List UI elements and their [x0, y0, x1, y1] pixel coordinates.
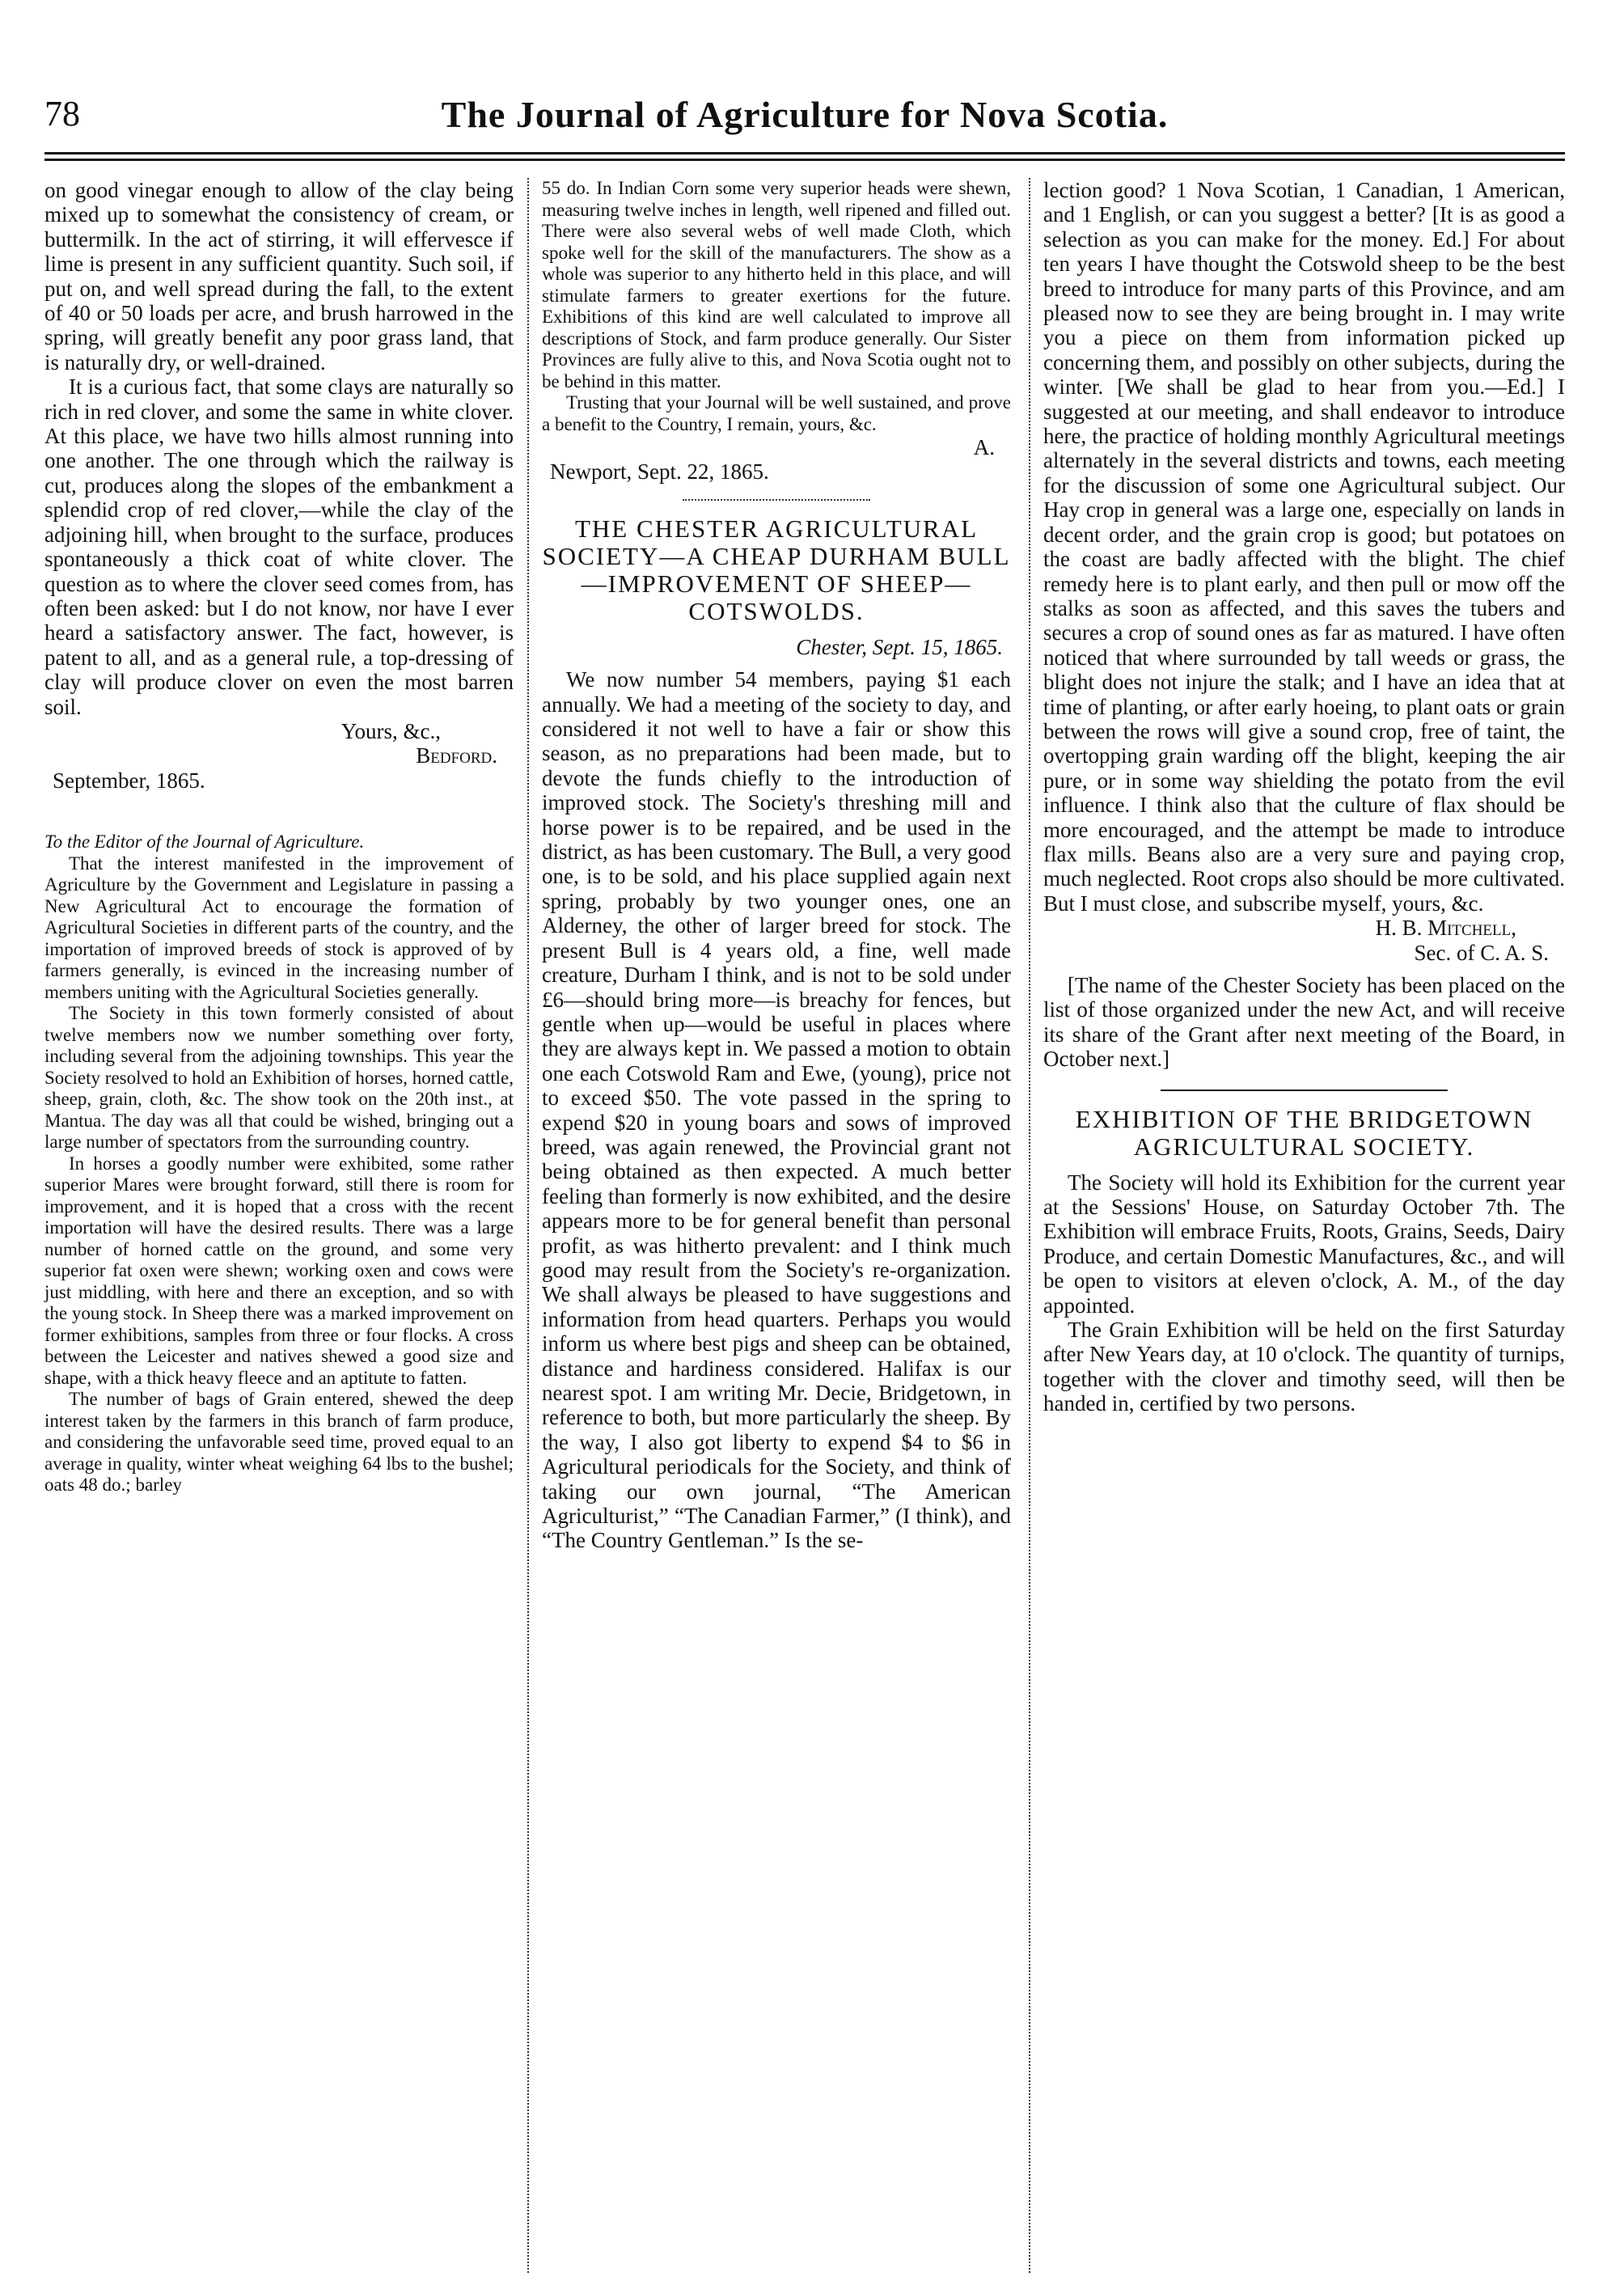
paragraph: The Society in this town formerly consisted of about twelve members now we number something over forty, including several from the adjoining townships. This year the Society resolved to hold an Exhibition of horses, horned cattle, sheep, grain, cloth, &c. The show took on the 20th inst., at Mantua. The day was all that could be wished, bringing out a large number of spectators from the surrounding country. [44, 1003, 514, 1153]
column-divider [527, 178, 529, 2273]
column-left [44, 178, 514, 1496]
paragraph: It is a curious fact, that some clays are naturally so rich in red clover, and some the same in white clover. At this place, we have two hills almost running into one another. The one through which the railway is cut, produces along the slopes of the embankment a splendid crop of red clover,—while the clay of the adjoining hill, when brought to the surface, produces spontaneously a thick coat of white clover. The question as to where the clover seed comes from, has often been asked: but I do not know, nor have I ever heard a satisfactory answer. The fact, however, is patent to all, and as a general rule, a top-dressing of clay will produce clover on even the most barren soil. [44, 374, 514, 719]
paragraph: The number of bags of Grain entered, shewed the deep interest taken by the farmers in this branch of farm produce, and considering the unfavorable seed time, proved equal to an average in quality, winter wheat weighing 64 lbs to the bushel; oats 48 do.; barley [44, 1389, 514, 1496]
paragraph: on good vinegar enough to allow of the clay being mixed up to somewhat the consistency of cream, or buttermilk. In the act of stirring, it will effervesce if lime is present in any sufficient quantity. Such soil, if put on, and well spread during the fall, to the extent of 40 or 50 loads per acre, and brush harrowed in the spring, will greatly benefit any poor grass land, that is naturally dry, or well-drained. [44, 178, 514, 374]
paragraph: lection good? 1 Nova Scotian, 1 Canadian, 1 American, and 1 English, or can you suggest a better? [It is as good a selection as you can make for the money. Ed.] For about ten years I have thought the Cotswold sheep to be the best breed to introduce for many parts of this Province, and am pleased now to see they are being brought in. I may write you a piece on them from information picked up concerning them, and possibly on other subjects, during the winter. [We shall be glad to hear from you.—Ed.] I suggested at our meeting, and shall endeavor to introduce here, the practice of holding monthly Agricultural meetings alternately in the several districts and towns, each meeting for the discussion of some one Agricultural subject. Our Hay crop in general was a large one, especially on lands in decent order, and the grain crop is good; but potatoes on the coast are badly affected with the blight. The chief remedy here is to plant early, and then pull or mow off the stalks as soon as affected, and this saves the tubers and secures a crop of sound ones as far as matured. I have often noticed that where surrounded by tall weeds or grass, the blight does not injure the stalk; and I have an idea that at time of planting, or after early hoeing, to plant oats or grain between the rows will give a sound crop, free of taint, the overtopping grain warding off the blight, keeping the air pure, or in some way shielding the potato from the evil influence. I think also that the culture of flax should be more encouraged, and the attempt be made to introduce flax mills. Beans also are a very sure and paying crop, much neglected. Root crops also should be more cultivated. But I must close, and subscribe myself, yours, &c. [1043, 178, 1565, 916]
paragraph: In horses a goodly number were exhibited, some rather superior Mares were brought forward, still there is room for improvement, and it is hoped that a cross with the recent importation will have the desired results. There was a large number of horned cattle on the ground, and some very superior fat oxen were shewn; working oxen and cows were just middling, with here and there an exception, and so with the young stock. In Sheep there was a marked improvement on former exhibitions, samples from three or four flocks. A cross between the Leicester and natives shewed a good size and shape, with a thick heavy fleece and an aptitute to fatten. [44, 1153, 514, 1388]
paragraph: 55 do. In Indian Corn some very superior heads were shewn, measuring twelve inches in length, well ripened and filled out. There were also several webs of well made Cloth, which spoke well for the skill of the manufacturers. The show as a whole was superior to any hitherto held in this place, and will stimulate farmers to greater exertions for the future. Exhibitions of this kind are well calculated to improve all descriptions of Stock, and farm produce generally. Our Sister Provinces are fully alive to this, and Nova Scotia ought not to be behind in this matter. [542, 178, 1011, 391]
header-rule [44, 152, 1565, 154]
journal-title: The Journal of Agriculture for Nova Scotia. [441, 94, 1169, 135]
column-right [1043, 178, 1565, 1416]
page-header [44, 93, 1565, 150]
section-separator [683, 499, 870, 501]
article-heading: THE CHESTER AGRICULTURAL SOCIETY—A CHEAP DURHAM BULL—IMPROVEMENT OF SHEEP—COTSWOLDS. [542, 514, 1011, 625]
paragraph: That the interest manifested in the improvement of Agriculture by the Government and Legislature in passing a New Agricultural Act to encourage the formation of Agricultural Societies in different parts of the country, and the importation of improved breeds of stock is approved of by farmers generally, is evinced in the increasing number of members uniting with the Agricultural Societies generally. [44, 853, 514, 1002]
signature: A. [973, 435, 995, 459]
editor-note: [The name of the Chester Society has been placed on the list of those organized under the new Act, and will receive its share of the Grant after next meeting of the Board, in October next.] [1043, 973, 1565, 1072]
letter-date: September, 1865. [53, 768, 205, 793]
signature: Bedford. [416, 743, 497, 768]
paragraph: We now number 54 members, paying $1 each annually. We had a meeting of the society to day, and considered it not well to have a fair or show this season, as no preparations had been made, but to devote the funds chiefly to the introduction of improved stock. The Society's threshing mill and horse power is to be repaired, and be used in the district, as has been customary. The Bull, a very good one, is to be sold, and his place supplied again next spring, probably by two younger ones, one an Alderney, the other of larger breed for stock. The present Bull is 4 years old, a fine, well made creature, Durham I think, and is not to be sold under £6—should bring more—is breachy for fences, but gentle when up—would be useful in places where they are always kept in. We passed a motion to obtain one each Cotswold Ram and Ewe, (young), price not to exceed $50. The vote passed in the spring to expend $20 in young boars and sows of improved breed, was again renewed, the Provincial grant not being obtained as then expected. A much better feeling than formerly is now exhibited, and the desire appears more to be for general benefit than personal profit, as was hitherto prevalent: and I think much good may result from the Society's re-organization. We shall always be pleased to have suggestions and information from head quarters. Perhaps you would inform us where best pigs and sheep can be obtained, distance and hardiness considered. Halifax is our nearest spot. I am writing Mr. Decie, Bridgetown, in reference to both, but more particularly the sheep. By the way, I also got liberty to expend $4 to $6 in Agricultural periodicals for the Society, and think of taking our own journal, “The American Agriculturist,” “The Canadian Farmer,” (I think), and “The Country Gentleman.” Is the se- [542, 667, 1011, 1553]
header-rule-double [44, 159, 1565, 161]
paragraph: The Society will hold its Exhibition for the current year at the Sessions' House, on Saturday October 7th. The Exhibition will embrace Fruits, Roots, Grains, Seeds, Dairy Produce, and certain Domestic Manufactures, &c., and will be open to visitors at eleven o'clock, A. M., of the day appointed. [1043, 1170, 1565, 1318]
dateline: Newport, Sept. 22, 1865. [550, 459, 769, 485]
page-number: 78 [44, 94, 80, 133]
column-middle [542, 178, 1011, 1553]
closing: Yours, &c., [340, 718, 441, 743]
letter-heading: To the Editor of the Journal of Agriculture. [44, 831, 365, 853]
paragraph: The Grain Exhibition will be held on the first Saturday after New Years day, at 10 o'clock. The quantity of turnips, together with the clover and timothy seed, will then be handed in, certified by two persons. [1043, 1318, 1565, 1416]
paragraph: Trusting that your Journal will be well sustained, and prove a benefit to the Country, I remain, yours, &c. [542, 392, 1011, 434]
section-rule [1161, 1090, 1448, 1091]
signature: H. B. Mitchell, [1375, 916, 1516, 941]
signature-title: Sec. of C. A. S. [1414, 940, 1549, 965]
column-divider [1029, 178, 1030, 2273]
place-date: Chester, Sept. 15, 1865. [796, 634, 1003, 659]
article-heading: EXHIBITION OF THE BRIDGETOWN AGRICULTURAL SOCIETY. [1075, 1104, 1533, 1161]
